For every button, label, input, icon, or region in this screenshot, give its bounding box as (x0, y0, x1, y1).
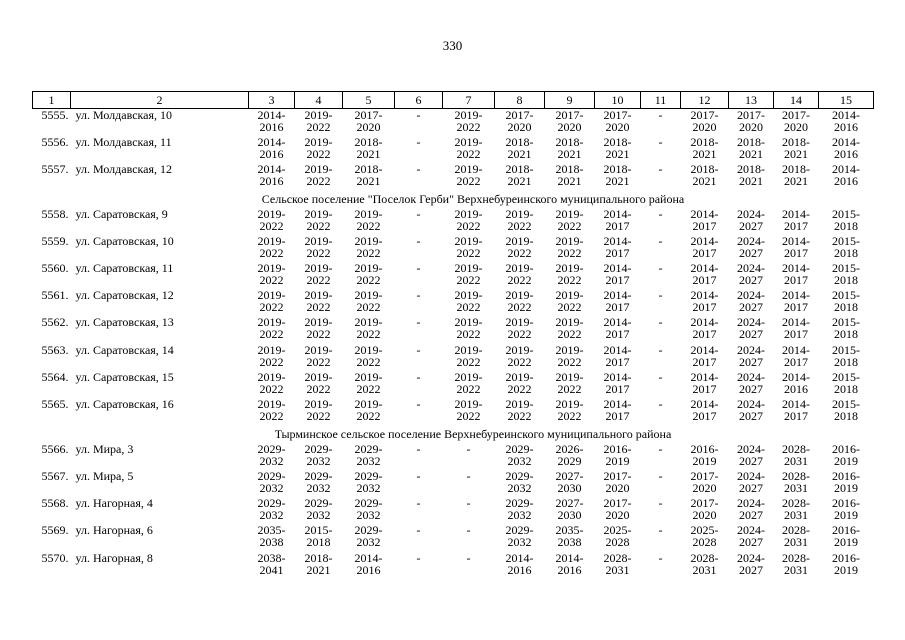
period-cell: 2019- 2022 (304, 369, 333, 396)
period-cell: 2019- 2022 (354, 396, 383, 423)
period-cell: 2028- 2031 (782, 496, 810, 523)
address-cell: ул. Молдавская, 12 (75, 161, 173, 176)
housing-repair-schedule-table (32, 91, 874, 579)
table-row (33, 398, 874, 425)
period-cell: 2018- 2021 (603, 161, 632, 188)
period-cell: 2019- 2022 (304, 206, 333, 233)
period-cell: - (658, 261, 663, 276)
period-cell: - (466, 441, 471, 456)
period-cell: - (416, 108, 421, 122)
period-cell: - (416, 288, 421, 303)
period-cell: 2019- 2022 (454, 233, 483, 260)
period-cell: 2019- 2022 (354, 233, 383, 260)
period-cell: 2029- 2032 (304, 496, 333, 523)
period-cell: 2014- 2017 (782, 315, 810, 342)
period-cell: 2019- 2022 (454, 134, 483, 161)
period-cell: 2014- 2016 (505, 550, 534, 577)
period-cell: - (416, 206, 421, 221)
table-row (33, 344, 874, 371)
period-cell: 2019- 2022 (454, 288, 483, 315)
period-cell: 2019- 2022 (304, 288, 333, 315)
period-cell: 2024- 2027 (737, 315, 765, 342)
period-cell: 2016- 2019 (832, 468, 860, 495)
period-cell: 2017- 2020 (354, 108, 383, 134)
address-cell: ул. Саратовская, 12 (75, 288, 174, 303)
period-cell: 2019- 2022 (555, 342, 584, 369)
period-cell: - (416, 342, 421, 357)
period-cell: 2029- 2032 (505, 523, 534, 550)
period-cell: 2019- 2022 (257, 261, 286, 288)
period-cell: 2019- 2022 (304, 342, 333, 369)
period-cell: 2014- 2017 (603, 342, 632, 369)
row-number: 5570. (41, 550, 69, 565)
period-cell: 2016- 2019 (603, 441, 632, 468)
period-cell: 2014- 2016 (257, 134, 286, 161)
period-cell: 2019- 2022 (505, 261, 534, 288)
period-cell: 2014- 2017 (690, 342, 719, 369)
period-cell: 2019- 2022 (555, 206, 584, 233)
period-cell: 2018- 2021 (555, 134, 584, 161)
period-cell: 2018- 2021 (354, 134, 383, 161)
column-header: 5 (343, 92, 395, 109)
column-header: 7 (443, 92, 495, 109)
row-number: 5568. (41, 496, 69, 511)
period-cell: 2014- 2017 (690, 288, 719, 315)
period-cell: 2019- 2022 (454, 206, 483, 233)
period-cell: 2019- 2022 (555, 315, 584, 342)
period-cell: 2017- 2020 (603, 108, 632, 134)
column-number-header-row (33, 92, 874, 109)
table-row (33, 289, 874, 316)
row-number: 5563. (41, 342, 69, 357)
address-cell: ул. Нагорная, 8 (75, 550, 153, 565)
period-cell: 2029- 2032 (505, 496, 534, 523)
period-cell: 2014- 2016 (555, 550, 584, 577)
period-cell: 2029- 2032 (257, 441, 286, 468)
period-cell: 2019- 2022 (354, 342, 383, 369)
period-cell: 2014- 2017 (603, 261, 632, 288)
period-cell: 2019- 2022 (505, 342, 534, 369)
period-cell: 2019- 2022 (555, 396, 584, 423)
period-cell: - (658, 108, 663, 122)
period-cell: - (416, 233, 421, 248)
period-cell: 2024- 2027 (737, 468, 765, 495)
period-cell: 2027- 2030 (555, 468, 584, 495)
period-cell: 2024- 2027 (737, 550, 765, 577)
column-header: 12 (681, 92, 729, 109)
period-cell: 2015- 2018 (832, 315, 860, 342)
row-number: 5565. (41, 396, 69, 411)
period-cell: 2018- 2021 (782, 161, 810, 188)
address-cell: ул. Саратовская, 10 (75, 233, 174, 248)
table-row (33, 497, 874, 524)
period-cell: 2014- 2017 (603, 233, 632, 260)
period-cell: 2014- 2017 (782, 342, 810, 369)
period-cell: 2016- 2019 (832, 550, 860, 577)
period-cell: 2019- 2022 (454, 342, 483, 369)
period-cell: 2024- 2027 (737, 288, 765, 315)
period-cell: 2025- 2028 (603, 523, 632, 550)
table-row (33, 163, 874, 190)
row-number: 5561. (41, 288, 69, 303)
period-cell: 2019- 2022 (454, 396, 483, 423)
period-cell: 2014- 2017 (690, 233, 719, 260)
period-cell: 2014- 2017 (603, 396, 632, 423)
period-cell: - (416, 550, 421, 565)
period-cell: 2029- 2032 (354, 496, 383, 523)
period-cell: 2016- 2019 (832, 441, 860, 468)
period-cell: - (416, 134, 421, 149)
table-row (33, 316, 874, 343)
period-cell: 2019- 2022 (304, 108, 333, 134)
period-cell: - (658, 369, 663, 384)
period-cell: 2018- 2021 (505, 134, 534, 161)
period-cell: 2026- 2029 (555, 441, 584, 468)
period-cell: 2028- 2031 (690, 550, 719, 577)
period-cell: 2018- 2021 (603, 134, 632, 161)
table-row (33, 208, 874, 235)
period-cell: 2019- 2022 (354, 315, 383, 342)
column-header: 10 (595, 92, 641, 109)
column-header: 1 (33, 92, 71, 109)
period-cell: 2014- 2017 (690, 315, 719, 342)
period-cell: - (416, 261, 421, 276)
period-cell: 2014- 2016 (832, 134, 860, 161)
period-cell: 2019- 2022 (454, 369, 483, 396)
period-cell: 2019- 2022 (505, 396, 534, 423)
period-cell: 2017- 2020 (690, 496, 719, 523)
period-cell: 2024- 2027 (737, 441, 765, 468)
period-cell: 2014- 2017 (690, 206, 719, 233)
period-cell: 2018- 2021 (782, 134, 810, 161)
period-cell: 2014- 2017 (603, 315, 632, 342)
period-cell: - (416, 496, 421, 511)
period-cell: - (658, 161, 663, 176)
period-cell: 2015- 2018 (832, 369, 860, 396)
period-cell: 2014- 2017 (782, 288, 810, 315)
period-cell: - (658, 233, 663, 248)
table-row (33, 109, 874, 136)
period-cell: 2018- 2021 (555, 161, 584, 188)
period-cell: 2028- 2031 (782, 523, 810, 550)
period-cell: 2024- 2027 (737, 396, 765, 423)
period-cell: 2017- 2020 (737, 108, 765, 134)
period-cell: 2019- 2022 (505, 369, 534, 396)
settlement-section-row (33, 190, 874, 208)
period-cell: - (416, 396, 421, 411)
period-cell: 2019- 2022 (555, 261, 584, 288)
period-cell: 2028- 2031 (782, 441, 810, 468)
period-cell: 2019- 2022 (304, 261, 333, 288)
period-cell: - (658, 496, 663, 511)
period-cell: 2014- 2017 (603, 369, 632, 396)
period-cell: 2019- 2022 (257, 396, 286, 423)
period-cell: 2014- 2017 (603, 288, 632, 315)
period-cell: - (658, 523, 663, 538)
period-cell: 2027- 2030 (555, 496, 584, 523)
period-cell: 2015- 2018 (832, 396, 860, 423)
period-cell: 2014- 2016 (257, 161, 286, 188)
period-cell: 2029- 2032 (257, 468, 286, 495)
column-header: 6 (395, 92, 443, 109)
period-cell: 2019- 2022 (555, 369, 584, 396)
row-number: 5560. (41, 261, 69, 276)
period-cell: 2019- 2022 (257, 369, 286, 396)
period-cell: 2014- 2017 (690, 396, 719, 423)
period-cell: 2019- 2022 (505, 233, 534, 260)
address-cell: ул. Мира, 5 (75, 468, 134, 483)
period-cell: - (658, 288, 663, 303)
period-cell: 2016- 2019 (832, 523, 860, 550)
column-header: 14 (774, 92, 819, 109)
period-cell: 2016- 2019 (690, 441, 719, 468)
address-cell: ул. Саратовская, 14 (75, 342, 174, 357)
period-cell: - (658, 468, 663, 483)
table-row (33, 136, 874, 163)
period-cell: 2029- 2032 (354, 468, 383, 495)
column-header: 15 (819, 92, 874, 109)
row-number: 5562. (41, 315, 69, 330)
period-cell: 2019- 2022 (257, 288, 286, 315)
period-cell: 2019- 2022 (505, 206, 534, 233)
period-cell: 2014- 2017 (782, 396, 810, 423)
period-cell: 2017- 2020 (505, 108, 534, 134)
period-cell: 2018- 2021 (690, 161, 719, 188)
period-cell: 2017- 2020 (603, 468, 632, 495)
period-cell: 2018- 2021 (354, 161, 383, 188)
period-cell: 2015- 2018 (304, 523, 333, 550)
row-number: 5555. (41, 108, 69, 122)
row-number: 5564. (41, 369, 69, 384)
settlement-section-title: Сельское поселение "Поселок Герби" Верхнебуреинского муниципального района (261, 191, 685, 206)
period-cell: 2017- 2020 (555, 108, 584, 134)
period-cell: - (658, 315, 663, 330)
period-cell: 2015- 2018 (832, 288, 860, 315)
address-cell: ул. Саратовская, 11 (75, 261, 174, 276)
period-cell: 2035- 2038 (555, 523, 584, 550)
period-cell: - (416, 523, 421, 538)
period-cell: 2024- 2027 (737, 261, 765, 288)
period-cell: 2019- 2022 (454, 108, 483, 134)
period-cell: 2017- 2020 (782, 108, 810, 134)
period-cell: 2024- 2027 (737, 523, 765, 550)
period-cell: 2019- 2022 (354, 369, 383, 396)
period-cell: - (658, 396, 663, 411)
period-cell: 2018- 2021 (304, 550, 333, 577)
column-header: 3 (249, 92, 295, 109)
column-header: 2 (71, 92, 249, 109)
address-cell: ул. Саратовская, 9 (75, 206, 168, 221)
period-cell: 2019- 2022 (354, 261, 383, 288)
period-cell: - (416, 441, 421, 456)
table-row (33, 235, 874, 262)
period-cell: - (416, 161, 421, 176)
period-cell: 2024- 2027 (737, 342, 765, 369)
period-cell: 2019- 2022 (257, 315, 286, 342)
period-cell: 2015- 2018 (832, 233, 860, 260)
address-cell: ул. Саратовская, 15 (75, 369, 174, 384)
settlement-section-title: Тырминское сельское поселение Верхнебуреинского муниципального района (274, 426, 672, 441)
table-row (33, 262, 874, 289)
period-cell: - (466, 523, 471, 538)
table-row (33, 470, 874, 497)
period-cell: 2014- 2017 (782, 206, 810, 233)
period-cell: 2019- 2022 (555, 288, 584, 315)
period-cell: 2014- 2017 (782, 233, 810, 260)
table-row (33, 443, 874, 470)
settlement-section-row (33, 425, 874, 443)
period-cell: 2029- 2032 (505, 468, 534, 495)
period-cell: 2024- 2027 (737, 206, 765, 233)
period-cell: 2019- 2022 (304, 315, 333, 342)
period-cell: 2029- 2032 (257, 496, 286, 523)
period-cell: 2019- 2022 (304, 233, 333, 260)
period-cell: 2014- 2017 (690, 369, 719, 396)
period-cell: 2019- 2022 (257, 342, 286, 369)
period-cell: 2029- 2032 (354, 523, 383, 550)
row-number: 5558. (41, 206, 69, 221)
period-cell: 2028- 2031 (782, 550, 810, 577)
period-cell: 2019- 2022 (304, 134, 333, 161)
address-cell: ул. Мира, 3 (75, 441, 134, 456)
period-cell: - (466, 468, 471, 483)
period-cell: 2024- 2027 (737, 233, 765, 260)
period-cell: 2029- 2032 (354, 441, 383, 468)
address-cell: ул. Молдавская, 11 (75, 134, 172, 149)
period-cell: 2038- 2041 (257, 550, 286, 577)
period-cell: 2019- 2022 (257, 206, 286, 233)
address-cell: ул. Молдавская, 10 (75, 108, 173, 122)
period-cell: 2017- 2020 (690, 468, 719, 495)
period-cell: - (416, 315, 421, 330)
period-cell: - (416, 369, 421, 384)
period-cell: 2019- 2022 (454, 161, 483, 188)
period-cell: 2015- 2018 (832, 261, 860, 288)
row-number: 5556. (41, 134, 69, 149)
row-number: 5559. (41, 233, 69, 248)
period-cell: 2029- 2032 (304, 441, 333, 468)
period-cell: 2019- 2022 (505, 315, 534, 342)
table-row (33, 524, 874, 551)
period-cell: 2016- 2019 (832, 496, 860, 523)
period-cell: 2029- 2032 (505, 441, 534, 468)
column-header: 11 (641, 92, 681, 109)
row-number: 5567. (41, 468, 69, 483)
period-cell: - (658, 550, 663, 565)
table-row (33, 371, 874, 398)
period-cell: 2035- 2038 (257, 523, 286, 550)
period-cell: 2017- 2020 (603, 496, 632, 523)
period-cell: 2014- 2017 (690, 261, 719, 288)
page-number: 330 (442, 38, 463, 53)
period-cell: - (658, 342, 663, 357)
address-cell: ул. Саратовская, 13 (75, 315, 174, 330)
period-cell: 2019- 2022 (304, 396, 333, 423)
row-number: 5557. (41, 161, 69, 176)
row-number: 5569. (41, 523, 69, 538)
period-cell: - (466, 496, 471, 511)
period-cell: 2014- 2017 (603, 206, 632, 233)
period-cell: 2018- 2021 (737, 134, 765, 161)
period-cell: 2018- 2021 (690, 134, 719, 161)
period-cell: 2019- 2022 (505, 288, 534, 315)
period-cell: - (416, 468, 421, 483)
period-cell: 2019- 2022 (555, 233, 584, 260)
column-header: 8 (495, 92, 545, 109)
period-cell: 2024- 2027 (737, 496, 765, 523)
period-cell: 2014- 2016 (782, 369, 810, 396)
period-cell: - (466, 550, 471, 565)
period-cell: 2015- 2018 (832, 206, 860, 233)
address-cell: ул. Саратовская, 16 (75, 396, 174, 411)
period-cell: 2025- 2028 (690, 523, 719, 550)
period-cell: 2018- 2021 (505, 161, 534, 188)
column-header: 13 (729, 92, 774, 109)
row-number: 5566. (41, 441, 69, 456)
period-cell: 2019- 2022 (257, 233, 286, 260)
period-cell: 2014- 2017 (782, 261, 810, 288)
period-cell: 2024- 2027 (737, 369, 765, 396)
period-cell: 2019- 2022 (454, 315, 483, 342)
period-cell: 2014- 2016 (354, 550, 383, 577)
address-cell: ул. Нагорная, 4 (75, 496, 153, 511)
period-cell: 2017- 2020 (690, 108, 719, 134)
period-cell: 2014- 2016 (257, 108, 286, 134)
period-cell: - (658, 134, 663, 149)
period-cell: 2028- 2031 (782, 468, 810, 495)
period-cell: 2014- 2016 (832, 108, 860, 134)
address-cell: ул. Нагорная, 6 (75, 523, 153, 538)
period-cell: 2014- 2016 (832, 161, 860, 188)
period-cell: 2019- 2022 (354, 206, 383, 233)
period-cell: 2029- 2032 (304, 468, 333, 495)
period-cell: - (658, 441, 663, 456)
period-cell: 2028- 2031 (603, 550, 632, 577)
period-cell: - (658, 206, 663, 221)
column-header: 9 (545, 92, 595, 109)
period-cell: 2019- 2022 (454, 261, 483, 288)
table-row (33, 552, 874, 579)
period-cell: 2019- 2022 (354, 288, 383, 315)
column-header: 4 (295, 92, 343, 109)
period-cell: 2018- 2021 (737, 161, 765, 188)
period-cell: 2015- 2018 (832, 342, 860, 369)
period-cell: 2019- 2022 (304, 161, 333, 188)
